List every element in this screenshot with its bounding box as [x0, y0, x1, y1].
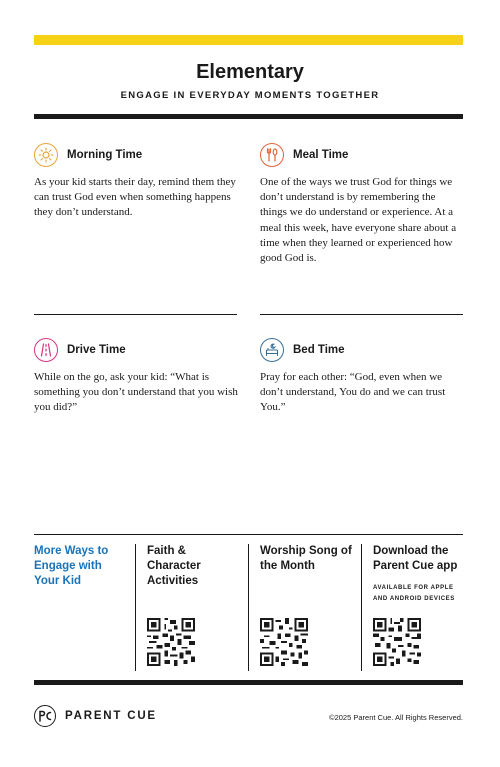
top-accent-bar — [34, 35, 463, 45]
app-availability-note: AVAILABLE FOR APPLE AND ANDROID DEVICES — [373, 585, 455, 602]
parent-cue-logo — [34, 705, 157, 727]
footer-divider — [34, 680, 463, 685]
copyright-notice: ©2025 Parent Cue. All Rights Reserved. — [329, 713, 463, 722]
card-body: While on the go, ask your kid: “What is something you don’t understand that you wish you did?” — [34, 371, 238, 414]
row-divider-left — [34, 314, 237, 315]
card-body: As your kid starts their day, remind them they can trust God even when something happens they don’t understand. — [34, 176, 236, 219]
card-drive-time — [34, 338, 244, 416]
more-section-top-rule — [34, 534, 463, 535]
card-body: Pray for each other: “God, even when we don’t understand, You do and we can trust You.” — [260, 371, 446, 414]
faith-character-title: Faith & Character Activities — [147, 545, 201, 587]
bed-icon — [260, 338, 284, 362]
page-subtitle: ENGAGE IN EVERYDAY MOMENTS TOGETHER — [120, 90, 380, 101]
parent-cue-logo-mark — [34, 705, 56, 727]
card-meal-time — [260, 143, 465, 266]
parent-cue-app-qr-code[interactable] — [373, 618, 421, 666]
sun-icon — [34, 143, 58, 167]
download-app-title: Download the Parent Cue app — [373, 545, 458, 572]
column-divider — [361, 544, 362, 671]
column-divider — [248, 544, 249, 671]
header-divider — [34, 114, 463, 119]
card-title: Bed Time — [293, 344, 345, 356]
page-title: Elementary — [196, 61, 304, 83]
road-icon — [34, 338, 58, 362]
card-bed-time — [260, 338, 465, 416]
card-title: Meal Time — [293, 149, 349, 161]
parent-cue-wordmark: PARENT CUE — [65, 710, 157, 722]
card-title: Drive Time — [67, 344, 126, 356]
utensils-icon — [260, 143, 284, 167]
faith-character-qr-code[interactable] — [147, 618, 195, 666]
worship-song-qr-code[interactable] — [260, 618, 308, 666]
card-morning-time — [34, 143, 244, 221]
worship-song-title: Worship Song of the Month — [260, 545, 352, 572]
card-body: One of the ways we trust God for things we don’t understand is by remembering the things we do understand or experience. At a meal this week, have everyone share about a time when they learned or experienced how good God is. — [260, 176, 457, 265]
row-divider-right — [260, 314, 463, 315]
column-divider — [135, 544, 136, 671]
more-ways-heading: More Ways to Engage with Your Kid — [34, 545, 109, 587]
card-title: Morning Time — [67, 149, 143, 161]
